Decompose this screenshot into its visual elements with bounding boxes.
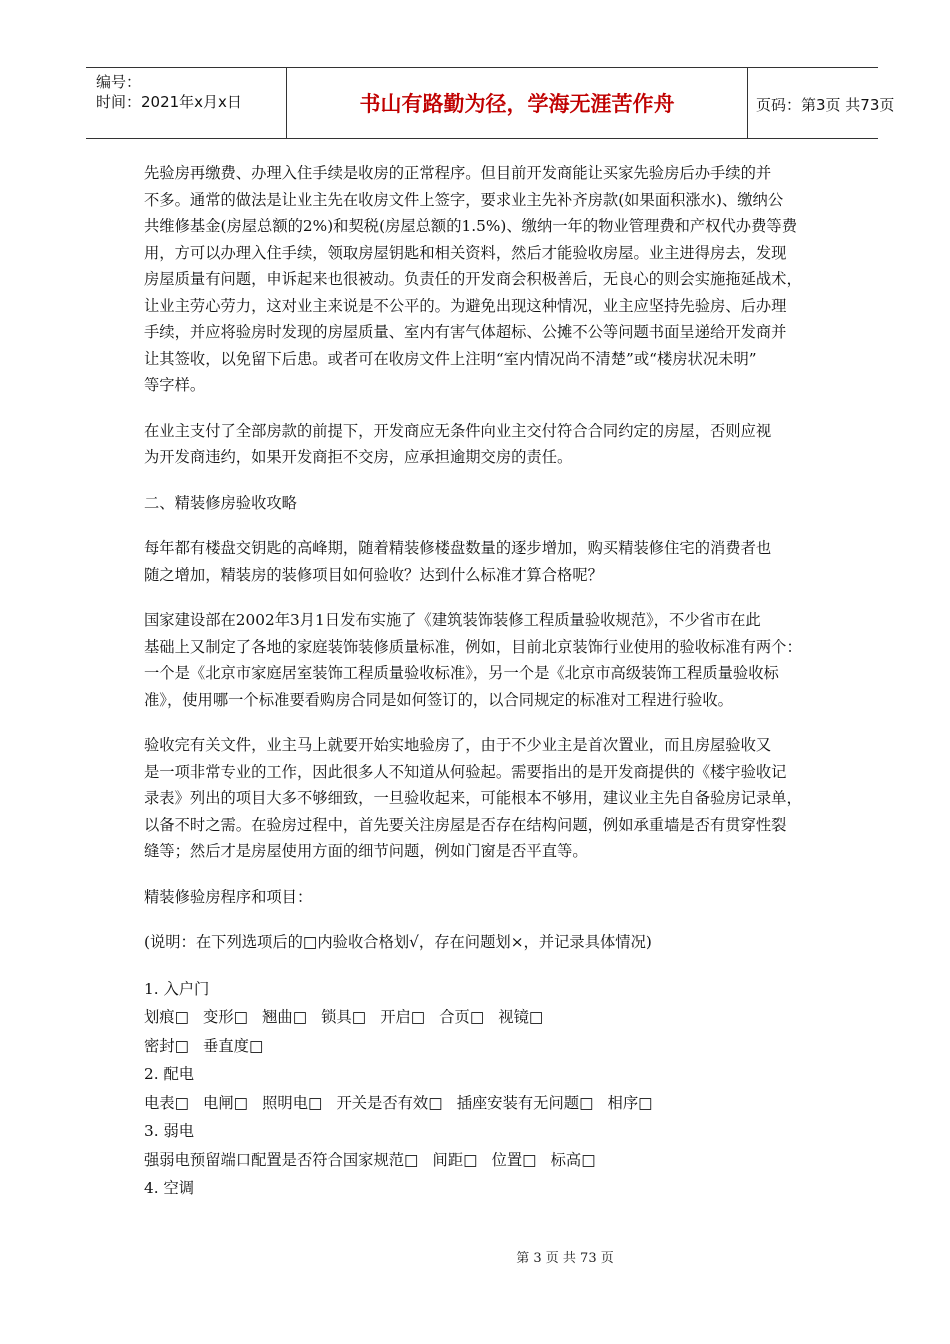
- paragraph-line: (说明：在下列选项后的□内验收合格划√，存在问题划×，并记录具体情况): [144, 933, 652, 951]
- paragraph-line: 在业主支付了全部房款的前提下，开发商应无条件向业主交付符合合同约定的房屋，否则应视: [144, 421, 772, 440]
- paragraph: [144, 160, 844, 399]
- paragraph-line: 以备不时之需。在验房过程中，首先要关注房屋是否存在结构问题，例如承重墙是否有贯穿性裂: [144, 815, 787, 834]
- checklist-item: 垂直度□: [203, 1036, 264, 1055]
- page-footer: [0, 1247, 950, 1266]
- paragraph: [144, 490, 844, 517]
- paragraph-line: 手续，并应将验房时发现的房屋质量、室内有害气体超标、公摊不公等问题书面呈递给开发商并: [144, 323, 787, 341]
- paragraph-line: 让其签收，以免留下后患。或者可在收房文件上注明“室内情况尚不清楚”或“楼房状况未明”: [144, 349, 757, 368]
- checklist-item: 合页□: [439, 1008, 485, 1026]
- footer-page-number: 第 3 页 共 73 页: [516, 1251, 614, 1266]
- checklist-section-heading: 1. 入户门: [144, 979, 210, 998]
- checklist-item: 划痕□: [144, 1008, 190, 1026]
- checklist-item: 电闸□: [203, 1093, 249, 1112]
- checklist-row: [144, 1003, 844, 1032]
- paragraph: [144, 607, 844, 713]
- header-motto-cell: [286, 68, 748, 138]
- checklist-item: 视镜□: [498, 1008, 544, 1026]
- paragraph-line: 让业主劳心劳力，这对业主来说是不公平的。为避免出现这种情况，业主应坚持先验房、后办理: [144, 296, 787, 315]
- checklist-item: 翘曲□: [262, 1008, 308, 1026]
- paragraph-line: 录表》列出的项目大多不够细致，一旦验收起来，可能根本不够用，建议业主先自备验房记录单，: [144, 789, 802, 807]
- paragraph-line: 共维修基金(房屋总额的2%)和契税(房屋总额的1.5%)、缴纳一年的物业管理费和产权代办费等费: [144, 217, 797, 235]
- paragraph-line: 是一项非常专业的工作，因此很多人不知道从何验起。需要指出的是开发商提供的《楼宇验收记: [144, 762, 787, 781]
- checklist-section-heading: 3. 弱电: [144, 1122, 195, 1140]
- paragraph-line: 房屋质量有问题，申诉起来也很被动。负责任的开发商会积极善后，无良心的则会实施拖延战术，: [144, 270, 802, 288]
- checklist-item: 强弱电预留端口配置是否符合国家规范□: [144, 1150, 419, 1169]
- paragraph-line: 准》，使用哪一个标准要看购房合同是如何签订的，以合同规定的标准对工程进行验收。: [144, 690, 733, 709]
- checklist-item: 开启□: [380, 1008, 426, 1026]
- paragraph-line: 随之增加，精装房的装修项目如何验收？达到什么标准才算合格呢？: [144, 565, 603, 584]
- checklist-item: 标高□: [550, 1150, 596, 1169]
- paragraph: [144, 929, 844, 956]
- paragraph-line: 等字样。: [144, 376, 206, 394]
- serial-label: 编号：: [96, 73, 142, 91]
- checklist-row: [144, 1146, 844, 1175]
- checklist-section-heading: 2. 配电: [144, 1065, 195, 1083]
- paragraph-line: 每年都有楼盘交钥匙的高峰期，随着精装修楼盘数量的逐步增加，购买精装修住宅的消费者也: [144, 539, 772, 557]
- checklist-item: 密封□: [144, 1036, 190, 1055]
- paragraph-list: [144, 160, 844, 956]
- checklist-item: 照明电□: [262, 1093, 323, 1112]
- paragraph-line: 精装修验房程序和项目：: [144, 887, 313, 906]
- checklist-row: [144, 1032, 844, 1061]
- checklist-item: 相序□: [607, 1093, 653, 1112]
- checklist-item: 位置□: [491, 1150, 537, 1169]
- motto-text: 书山有路勤为径，学海无涯苦作舟: [359, 92, 675, 116]
- checklist-item: 锁具□: [321, 1008, 367, 1026]
- paragraph: [144, 535, 844, 588]
- paragraph-line: 用，方可以办理入住手续，领取房屋钥匙和相关资料，然后才能验收房屋。业主进得房去，发现: [144, 243, 787, 262]
- paragraph: [144, 418, 844, 471]
- paragraph-line: 验收完有关文件，业主马上就要开始实地验房了，由于不少业主是首次置业，而且房屋验收又: [144, 736, 772, 754]
- paragraph-line: 缝等；然后才是房屋使用方面的细节问题，例如门窗是否平直等。: [144, 842, 588, 860]
- paragraph: [144, 884, 844, 911]
- checklist-item: 间距□: [432, 1150, 478, 1169]
- time-label: 时间：2021年x月x日: [96, 93, 242, 111]
- checklist-item: 变形□: [203, 1008, 249, 1026]
- paragraph-line: 二、精装修房验收攻略: [144, 493, 297, 512]
- checklist-item: 插座安装有无问题□: [456, 1093, 594, 1112]
- document-body: [144, 160, 844, 1203]
- paragraph-line: 为开发商违约，如果开发商拒不交房，应承担逾期交房的责任。: [144, 448, 573, 466]
- checklist-section-heading: 4. 空调: [144, 1179, 195, 1197]
- paragraph-line: 基础上又制定了各地的家庭装饰装修质量标准，例如，目前北京装饰行业使用的验收标准有两个：: [144, 637, 802, 656]
- paragraph-line: 国家建设部在2002年3月1日发布实施了《建筑装饰装修工程质量验收规范》，不少省市在此: [144, 611, 761, 629]
- page-number-label: 页码：第3页 共73页: [756, 96, 895, 114]
- header-page-cell: [748, 68, 895, 138]
- checklist-item: 电表□: [144, 1093, 190, 1112]
- paragraph-line: 一个是《北京市家庭居室装饰工程质量验收标准》，另一个是《北京市高级装饰工程质量验收标: [144, 664, 779, 682]
- paragraph-line: 不多。通常的做法是让业主先在收房文件上签字，要求业主先补齐房款(如果面积涨水)、缴纳公: [144, 190, 784, 209]
- checklist-item: 开关是否有效□: [336, 1093, 443, 1112]
- inspection-checklist: [144, 975, 844, 1203]
- paragraph: [144, 732, 844, 865]
- checklist-row: [144, 1089, 844, 1118]
- paragraph-line: 先验房再缴费、办理入住手续是收房的正常程序。但目前开发商能让买家先验房后办手续的并: [144, 164, 772, 182]
- page-header: [86, 67, 895, 139]
- header-meta: [86, 68, 286, 138]
